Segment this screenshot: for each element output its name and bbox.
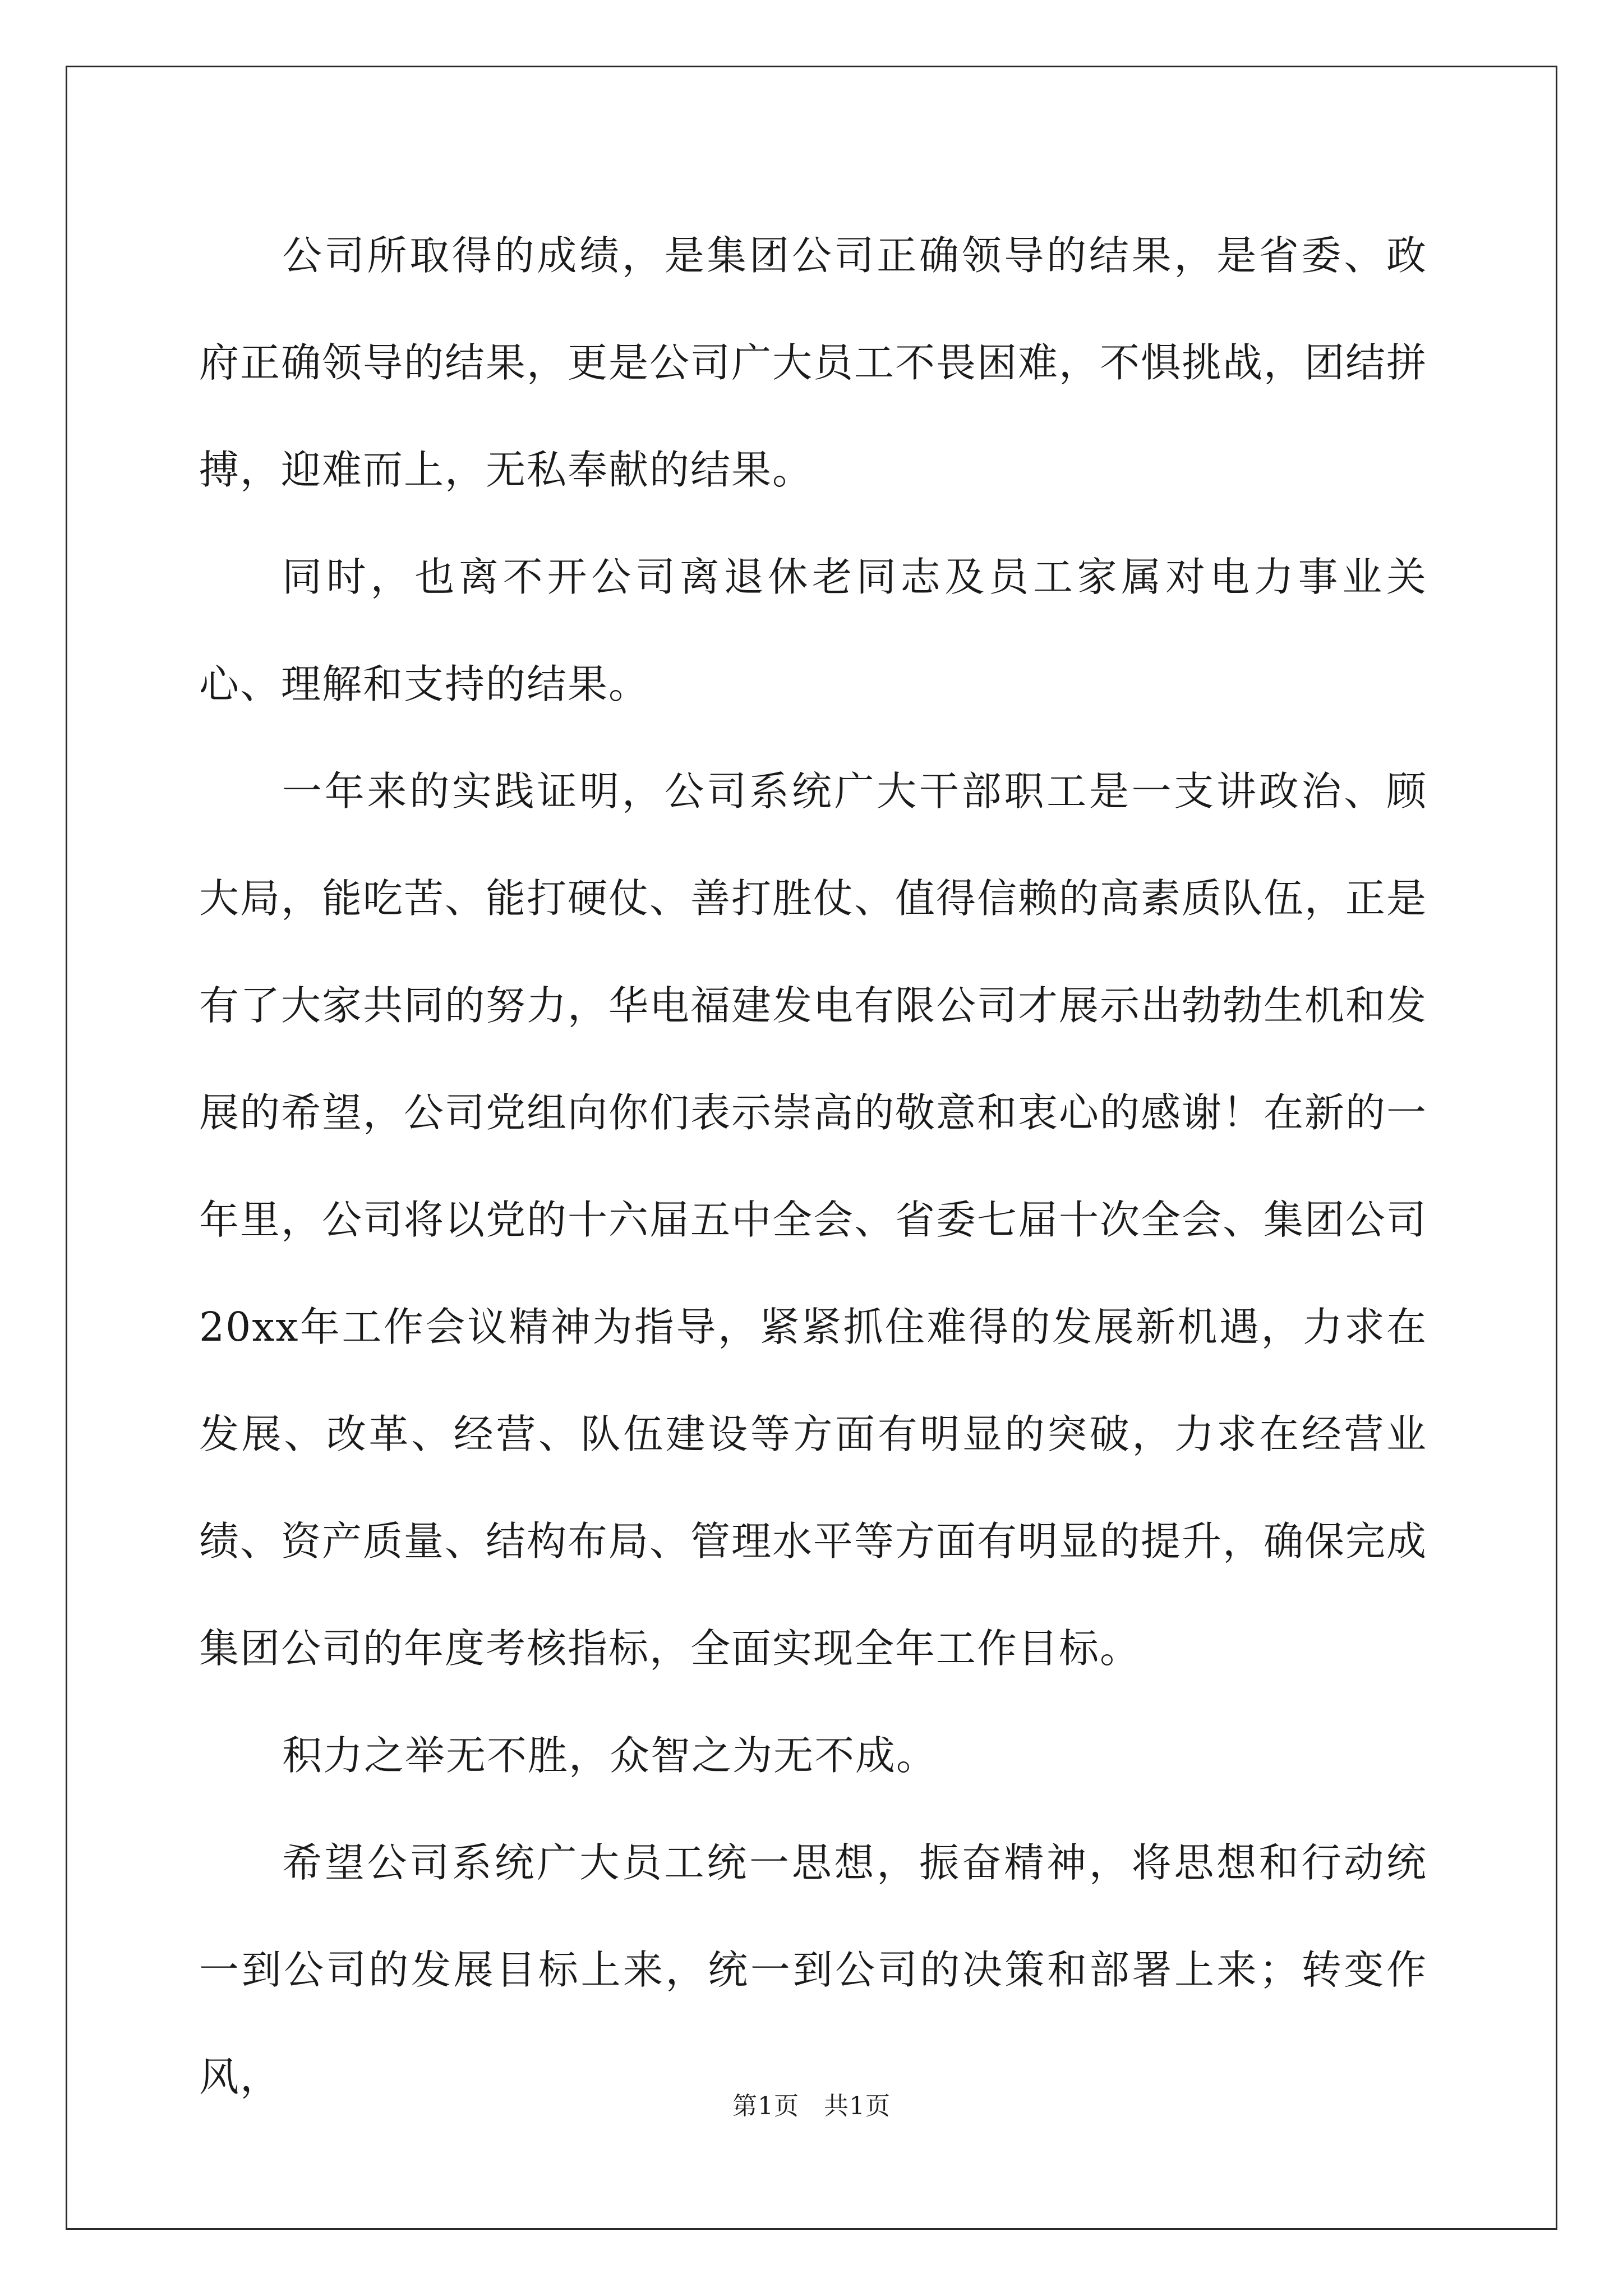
page-number-total: 共1页 (824, 2092, 891, 2120)
paragraph: 公司所取得的成绩，是集团公司正确领导的结果，是省委、政府正确领导的结果，更是公司广大员工不畏困难，不惧挑战，团结拼搏，迎难而上，无私奉献的结果。 (199, 232, 1428, 493)
document-body (199, 202, 1427, 2131)
page-number-current: 第1页 (732, 2092, 799, 2120)
paragraph: 积力之举无不胜，众智之为无不成。 (282, 1732, 938, 1779)
paragraph: 一年来的实践证明，公司系统广大干部职工是一支讲政治、顾大局，能吃苦、能打硬仗、善打胜仗、值得信赖的高素质队伍，正是有了大家共同的努力，华电福建发电有限公司才展示出勃勃生机和发展的希望，公司党组向你们表示崇高的敬意和衷心的感谢！在新的一年里，公司将以党的十六届五中全会、省委七届十次全会、集团公司20xx年工作会议精神为指导，紧紧抓住难得的发展新机遇，力求在发展、改革、经营、队伍建设等方面有明显的突破，力求在经营业绩、资产质量、结构布局、管理水平等方面有明显的提升，确保完成集团公司的年度考核指标，全面实现全年工作目标。 (199, 768, 1428, 1672)
paragraph: 同时，也离不开公司离退休老同志及员工家属对电力事业关心、理解和支持的结果。 (199, 554, 1427, 707)
page-footer (0, 2090, 1623, 2123)
paragraph: 希望公司系统广大员工统一思想，振奋精神，将思想和行动统一到公司的发展目标上来，统一到公司的决策和部署上来；转变作风， (199, 1839, 1427, 2100)
